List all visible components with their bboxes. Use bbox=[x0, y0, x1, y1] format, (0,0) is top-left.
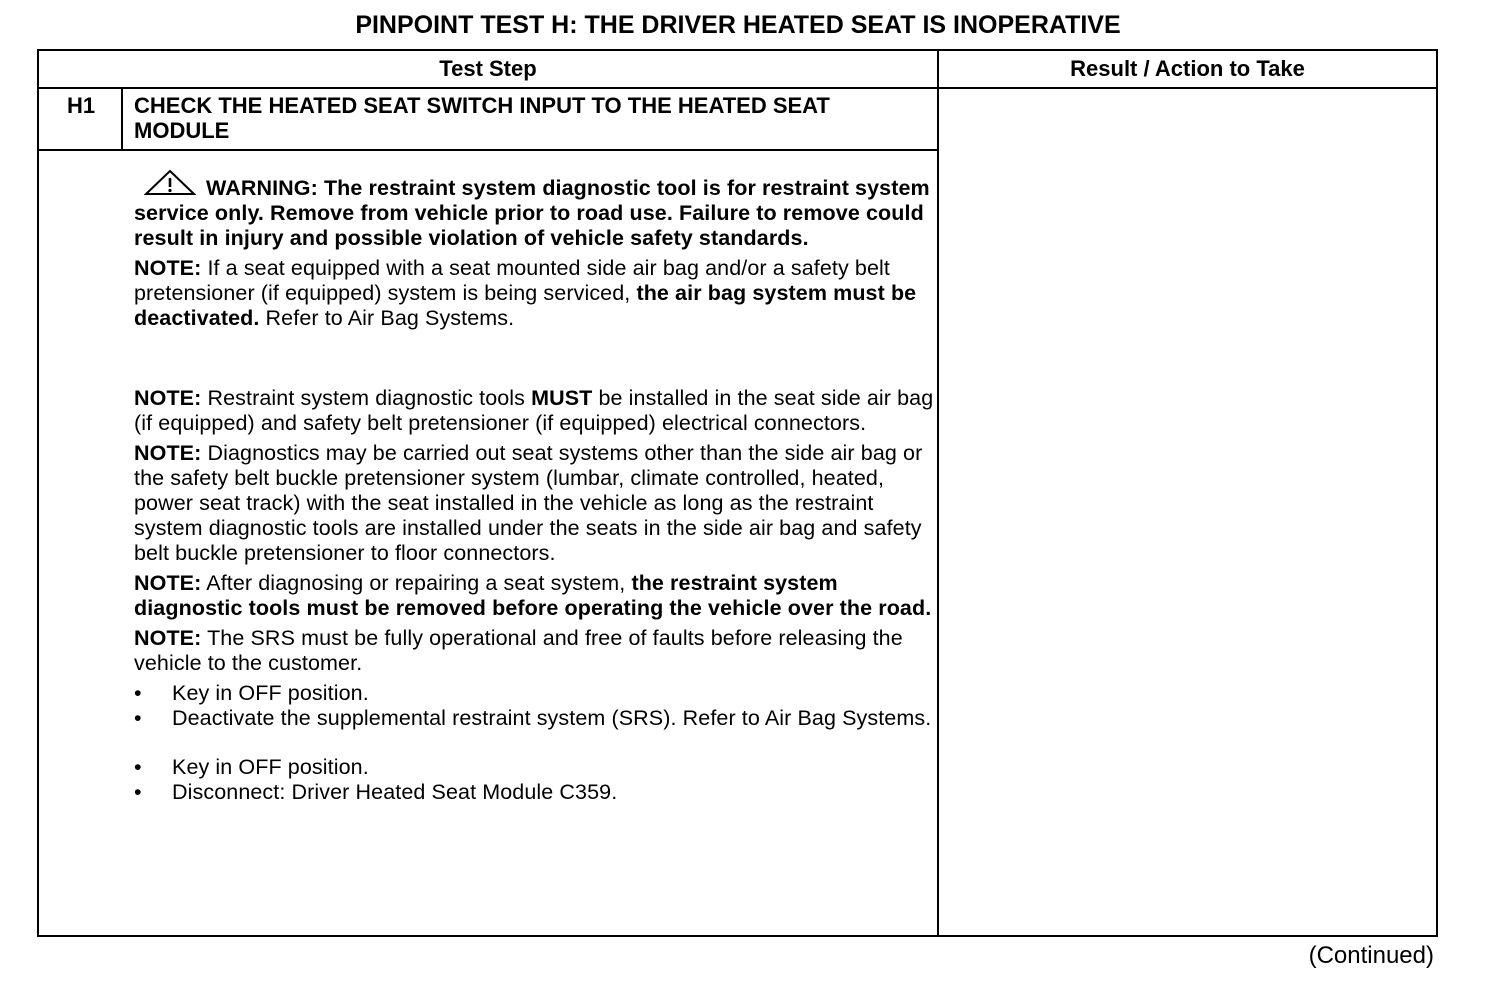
note-text: The SRS must be fully operational and free of faults before releasing the vehicle to the customer. bbox=[134, 626, 903, 675]
note-text: After diagnosing or repairing a seat system, bbox=[201, 571, 632, 595]
list-item bbox=[134, 681, 934, 706]
pinpoint-test-table bbox=[37, 49, 1438, 937]
note-label: NOTE: bbox=[134, 386, 202, 410]
bullet-icon: • bbox=[134, 706, 142, 730]
spacer bbox=[134, 336, 934, 386]
note-emphasis: the air bag system must be deactivated. bbox=[134, 281, 917, 330]
bullet-icon: • bbox=[134, 755, 142, 779]
note-tools-must-be-installed bbox=[134, 386, 934, 436]
step-title-divider bbox=[39, 149, 938, 151]
list-item-text: Deactivate the supplemental restraint system (SRS). Refer to Air Bag Systems. bbox=[172, 706, 932, 730]
page-title: PINPOINT TEST H: THE DRIVER HEATED SEAT IS INOPERATIVE bbox=[355, 11, 1121, 39]
spacer bbox=[134, 731, 934, 755]
note-diagnostics-other-systems bbox=[134, 441, 934, 566]
warning-triangle-icon bbox=[144, 169, 196, 197]
note-text: Restraint system diagnostic tools bbox=[201, 386, 532, 410]
column-header-result: Result / Action to Take bbox=[1070, 56, 1305, 81]
note-text: If a seat equipped with a seat mounted side air bag and/or a safety belt pretensioner (if equipped) system is being serviced, bbox=[134, 256, 890, 305]
list-item-text: Key in OFF position. bbox=[172, 681, 369, 705]
step-id-divider bbox=[121, 88, 123, 150]
step-instructions bbox=[134, 169, 934, 805]
note-text: Diagnostics may be carried out seat systems other than the side air bag or the safety belt buckle pretensioner system (lumbar, climate controlled, heated, power seat track) with the seat installed in the vehicle as long as the restraint system diagnostic tools are installed under the seats in the side air bag and safety belt buckle pretensioner to floor connectors. bbox=[134, 441, 923, 565]
note-label: NOTE: bbox=[134, 441, 202, 465]
note-label: NOTE: bbox=[134, 626, 202, 650]
header-divider bbox=[39, 87, 1436, 89]
note-label: NOTE: bbox=[134, 256, 202, 280]
column-header-test-step: Test Step bbox=[439, 56, 537, 81]
note-label: NOTE: bbox=[134, 571, 202, 595]
step-id: H1 bbox=[67, 93, 96, 118]
list-item bbox=[134, 780, 934, 805]
note-air-bag-deactivate bbox=[134, 256, 934, 331]
note-text: Refer to Air Bag Systems. bbox=[259, 306, 515, 330]
bullet-icon: • bbox=[134, 780, 142, 804]
note-emphasis: the restraint system diagnostic tools must be removed before operating the vehicle over the road. bbox=[134, 571, 932, 620]
step-title: CHECK THE HEATED SEAT SWITCH INPUT TO THE HEATED SEAT MODULE bbox=[134, 93, 830, 143]
note-srs-operational bbox=[134, 626, 934, 676]
list-item bbox=[134, 706, 934, 731]
note-text: be installed in the seat side air bag (if equipped) and safety belt pretensioner (if equipped) electrical connectors. bbox=[134, 386, 934, 435]
continued-label: (Continued) bbox=[1308, 942, 1434, 969]
warning-text: WARNING: The restraint system diagnostic tool is for restraint system service only. Remove from vehicle prior to road use. Failure to remove could result in injury and possible violation of vehicle safety standards. bbox=[134, 176, 930, 250]
list-item bbox=[134, 755, 934, 780]
instruction-list-b bbox=[134, 755, 934, 805]
note-emphasis: MUST bbox=[531, 386, 593, 410]
warning-paragraph bbox=[134, 169, 934, 251]
list-item-text: Disconnect: Driver Heated Seat Module C359. bbox=[172, 780, 618, 804]
instruction-list-a bbox=[134, 681, 934, 731]
column-divider bbox=[937, 51, 939, 935]
list-item-text: Key in OFF position. bbox=[172, 755, 369, 779]
bullet-icon: • bbox=[134, 681, 142, 705]
note-remove-tools bbox=[134, 571, 934, 621]
